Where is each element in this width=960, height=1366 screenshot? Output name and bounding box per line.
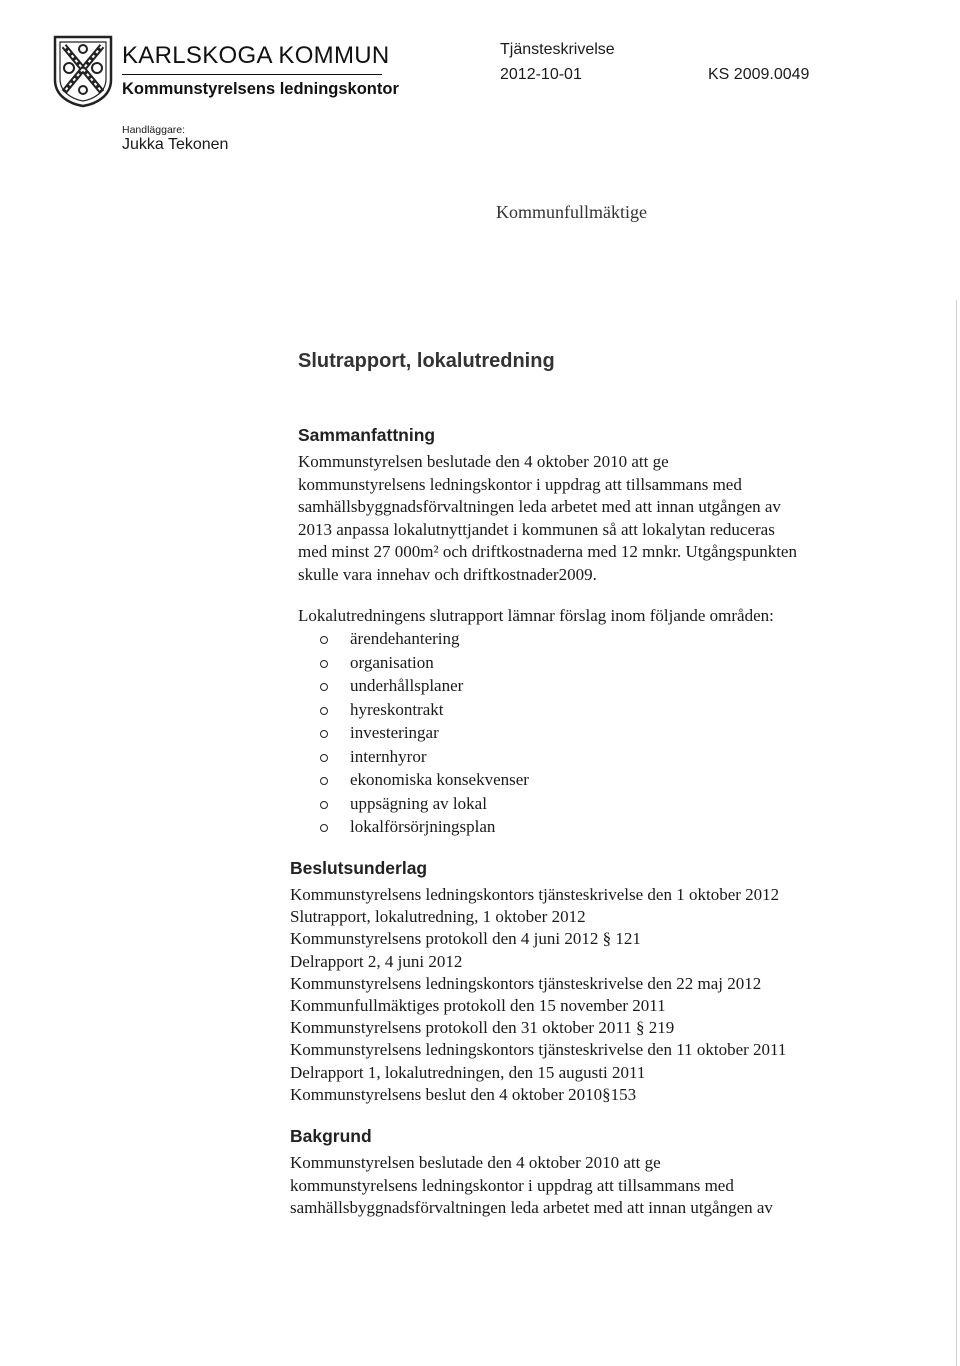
list-item: Kommunstyrelsens ledningskontors tjänsteskrivelse den 22 maj 2012 <box>290 973 762 993</box>
handler-name: Jukka Tekonen <box>122 136 229 153</box>
list-item: Delrapport 2, 4 juni 2012 <box>290 951 463 971</box>
list-item-text: lokalförsörjningsplan <box>350 817 496 836</box>
bullet-icon <box>320 801 328 809</box>
recipient: Kommunfullmäktige <box>496 202 647 222</box>
list-item-text: ärendehantering <box>350 629 460 648</box>
list-item <box>318 815 529 839</box>
bullet-icon <box>320 777 328 785</box>
bullet-icon <box>320 754 328 762</box>
scan-edge-line <box>956 300 957 1366</box>
list-item-text: hyreskontrakt <box>350 699 444 719</box>
background-heading: Bakgrund <box>290 1126 372 1146</box>
list-item: Kommunstyrelsens protokoll den 31 oktober 2011 § 219 <box>290 1018 675 1038</box>
summary-heading: Sammanfattning <box>298 425 436 445</box>
list-item: Delrapport 1, lokalutredningen, den 15 augusti 2011 <box>290 1062 646 1082</box>
list-item: Kommunstyrelsens ledningskontors tjänsteskrivelse den 11 oktober 2011 <box>290 1040 787 1060</box>
list-item: Kommunfullmäktiges protokoll den 15 november 2011 <box>290 996 666 1016</box>
summary-line: samhällsbyggnadsförvaltningen leda arbetet med att innan utgången av <box>298 497 781 516</box>
list-item-text: internhyror <box>350 746 427 766</box>
summary-line: 2013 anpassa lokalutnyttjandet i kommunen så att lokalytan reduceras <box>298 519 775 539</box>
bullet-icon <box>320 636 328 644</box>
list-item-text: investeringar <box>350 723 439 742</box>
document-type: Tjänsteskrivelse <box>500 41 615 58</box>
background-paragraph <box>290 1152 773 1220</box>
list-item <box>318 698 529 722</box>
list-item: Kommunstyrelsens protokoll den 4 juni 2012 § 121 <box>290 929 641 949</box>
list-item <box>318 768 529 792</box>
list-item-text: organisation <box>350 652 434 672</box>
document-reference: KS 2009.0049 <box>708 66 810 83</box>
bullet-icon <box>320 824 328 832</box>
document-date: 2012-10-01 <box>500 66 582 83</box>
bullet-icon <box>320 707 328 715</box>
bullet-icon <box>320 683 328 691</box>
summary-paragraph <box>298 451 898 586</box>
list-item-text: ekonomiska konsekvenser <box>350 770 529 789</box>
list-item <box>318 627 529 651</box>
organization-name: KARLSKOGA KOMMUN <box>122 42 390 69</box>
list-item-text: underhållsplaner <box>350 676 464 695</box>
list-item <box>318 792 529 816</box>
list-item: Kommunstyrelsens beslut den 4 oktober 2010§153 <box>290 1084 637 1104</box>
background-line: samhällsbyggnadsförvaltningen leda arbetet med att innan utgången av <box>290 1198 773 1217</box>
list-item: Kommunstyrelsens ledningskontors tjänsteskrivelse den 1 oktober 2012 <box>290 885 780 904</box>
header-divider <box>122 74 382 75</box>
list-item <box>318 674 529 698</box>
list-item <box>318 745 529 769</box>
summary-line: kommunstyrelsens ledningskontor i uppdrag att tillsammans med <box>298 474 742 494</box>
list-item-text: uppsägning av lokal <box>350 793 487 813</box>
summary-line: Kommunstyrelsen beslutade den 4 oktober 2010 att ge <box>298 452 669 471</box>
bullet-icon <box>320 730 328 738</box>
summary-line: med minst 27 000m² och driftkostnaderna med 12 mnkr. Utgångspunkten <box>298 542 797 561</box>
organization-unit: Kommunstyrelsens ledningskontor <box>122 80 399 98</box>
bullet-icon <box>320 660 328 668</box>
summary-intro <box>298 605 898 628</box>
document-title: Slutrapport, lokalutredning <box>298 350 555 372</box>
proposal-areas-list <box>318 627 529 839</box>
handler-label: Handläggare: <box>122 124 186 136</box>
list-item: Slutrapport, lokalutredning, 1 oktober 2012 <box>290 907 586 927</box>
background-line: kommunstyrelsens ledningskontor i uppdrag att tillsammans med <box>290 1175 734 1195</box>
basis-heading: Beslutsunderlag <box>290 858 428 878</box>
decision-basis-list <box>290 884 786 1106</box>
list-item <box>318 651 529 675</box>
summary-line: skulle vara innehav och driftkostnader2009. <box>298 564 597 584</box>
background-line: Kommunstyrelsen beslutade den 4 oktober 2010 att ge <box>290 1153 661 1172</box>
list-item <box>318 721 529 745</box>
municipal-coat-of-arms-icon <box>52 34 114 108</box>
summary-intro-text: Lokalutredningens slutrapport lämnar förslag inom följande områden: <box>298 606 774 625</box>
